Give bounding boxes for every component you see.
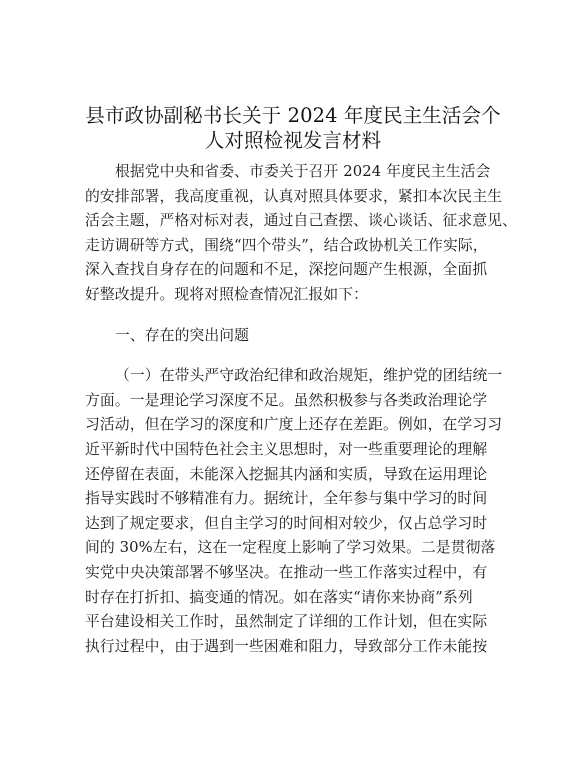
document-body: [85, 160, 518, 659]
intro-line: 好整改提升。现将对照检查情况汇报如下：: [85, 285, 369, 303]
section-line: 时存在打折扣、搞变通的情况。如在落实“请你来协商”系列: [85, 588, 473, 606]
title-line: 县市政协副秘书长关于 2024 年度民主生活会个: [85, 104, 501, 127]
section-line: 指导实践时不够精准有力。据统计，全年参与集中学习的时间: [85, 490, 488, 508]
section-line: （一）在带头严守政治纪律和政治规矩，维护党的团结统一: [115, 367, 503, 385]
section-line: 习活动，但在学习的深度和广度上还存在差距。例如，在学习习: [85, 416, 503, 434]
intro-line: 根据党中央和省委、市委关于召开 2024 年度民主生活会: [115, 163, 491, 180]
section-line: 间的 30%左右，这在一定程度上影响了学习效果。二是贯彻落: [85, 539, 496, 557]
paragraph-gap: [85, 308, 501, 324]
intro-line: 走访调研等方式，围绕“四个带头”，结合政协机关工作实际，: [85, 236, 488, 254]
intro-line: 深入查找自身存在的问题和不足，深挖问题产生根源，全面抓: [85, 261, 488, 279]
section-line: 还停留在表面，未能深入挖掘其内涵和实质，导致在运用理论: [85, 465, 488, 483]
section-line: 实党中央决策部署不够坚决。在推动一些工作落实过程中，有: [85, 563, 488, 581]
paragraph-gap: [85, 348, 501, 364]
section-heading: 一、存在的突出问题: [115, 326, 250, 344]
intro-line: 活会主题，严格对标对表，通过自己查摆、谈心谈话、征求意见、: [85, 212, 518, 230]
title-line: 人对照检视发言材料: [204, 128, 382, 152]
section-line: 方面。一是理论学习深度不足。虽然积极参与各类政治理论学: [85, 391, 488, 409]
section-line: 平台建设相关工作时，虽然制定了详细的工作计划，但在实际: [85, 613, 488, 631]
section-line: 执行过程中，由于遇到一些困难和阻力，导致部分工作未能按: [85, 637, 488, 655]
section-line: 近平新时代中国特色社会主义思想时，对一些重要理论的理解: [85, 440, 488, 458]
document-title: [60, 102, 526, 151]
section-line: 达到了规定要求，但自主学习的时间相对较少，仅占总学习时: [85, 514, 488, 532]
intro-line: 的安排部署，我高度重视，认真对照具体要求，紧扣本次民主生: [85, 187, 503, 205]
